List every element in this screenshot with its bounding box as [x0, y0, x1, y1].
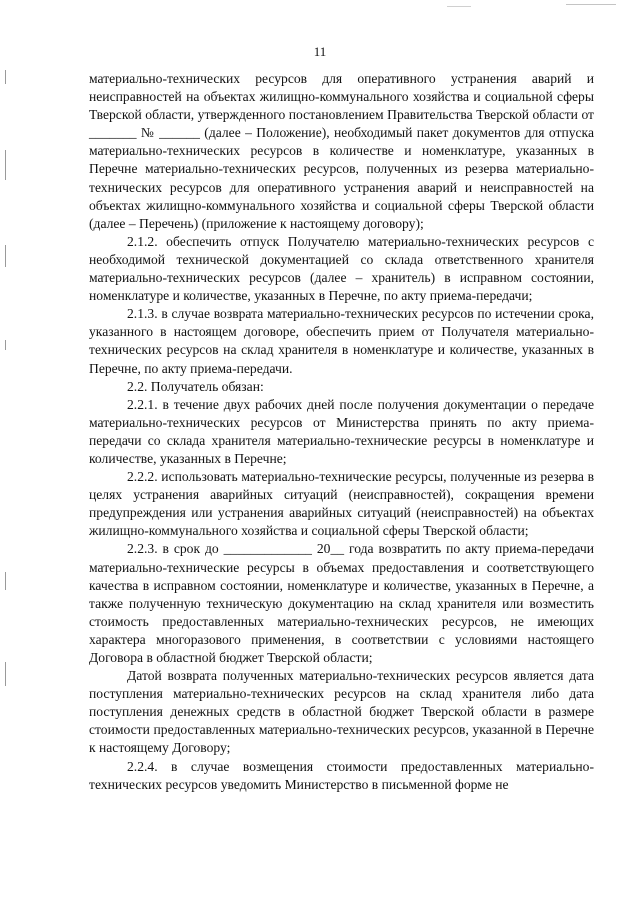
scan-top-mark	[447, 6, 471, 7]
paragraph: материально-технических ресурсов для оперативного устранения аварий и неисправностей на объектах жилищно-коммунального хозяйства и социальной сферы Тверской области, утвержденного постановлением Правительства Тверской области от _______ № ______ (далее – Положение), необходимый пакет документов для отпуска материально-технических ресурсов в количестве и номенклатуре, указанных в Перечне материально-технических ресурсов, полученных из резерва материально-технических ресурсов для оперативного устранения аварий и неисправностей на объектах жилищно-коммунального хозяйства и социальной сферы Тверской области (далее – Перечень) (приложение к настоящему договору);	[89, 71, 594, 231]
paragraph: 2.2.4. в случае возмещения стоимости предоставленных материально-технических ресурсов уведомить Министерство в письменной форме не	[89, 758, 594, 792]
scan-margin-mark	[5, 150, 6, 180]
scan-top-mark	[566, 4, 616, 5]
paragraph: 2.2. Получатель обязан:	[127, 378, 264, 394]
paragraph: Датой возврата полученных материально-технических ресурсов является дата поступления материально-технических ресурсов на склад хранителя либо дата поступления денежных средств в областной бюджет Тверской области в размере стоимости предоставленных материально-технических ресурсов, указанной в Перечне к настоящему Договору;	[89, 668, 594, 756]
document-body	[89, 70, 594, 794]
scan-margin-mark	[5, 572, 6, 590]
paragraph: 2.2.1. в течение двух рабочих дней после получения документации о передаче материально-технических ресурсов от Министерства принять по акту приема-передачи со склада хранителя материально-технические ресурсы в номенклатуре и количестве, указанных в Перечне;	[89, 396, 594, 466]
scan-margin-mark	[5, 340, 6, 350]
page-number: 11	[313, 44, 327, 59]
paragraph: 2.2.2. использовать материально-технические ресурсы, полученные из резерва в целях устранения аварийных ситуаций (неисправностей), сокращения времени предупреждения или устранения аварийных ситуаций (неисправностей) на объектах жилищно-коммунального хозяйства и социальной сферы Тверской области;	[89, 469, 594, 539]
scan-margin-mark	[5, 662, 6, 686]
scan-margin-mark	[5, 70, 6, 84]
paragraph: 2.2.3. в срок до _____________ 20__ года возвратить по акту приема-передачи материально-технические ресурсы в объемах предоставления и соответствующего качества в исправном состоянии, номенклатуре и количестве, указанных в Перечне, а также полученную техническую документацию на склад хранителя или возместить стоимость предоставленных материально-технических ресурсов, не имеющих характера многоразового применения, в соответствии с условиями настоящего Договора в областной бюджет Тверской области;	[89, 541, 594, 665]
scan-margin-mark	[5, 245, 6, 267]
paragraph: 2.1.2. обеспечить отпуск Получателю материально-технических ресурсов с необходимой технической документацией со склада ответственного хранителя материально-технических ресурсов (далее – хранитель) в исправном состоянии, номенклатуре и количестве, указанных в Перечне, по акту приема-передачи;	[89, 233, 594, 304]
paragraph: 2.1.3. в случае возврата материально-технических ресурсов по истечении срока, указанного в настоящем договоре, обеспечить прием от Получателя материально-технических ресурсов на склад хранителя в номенклатуре и количестве, указанных в Перечне, по акту приема-передачи.	[89, 306, 594, 376]
